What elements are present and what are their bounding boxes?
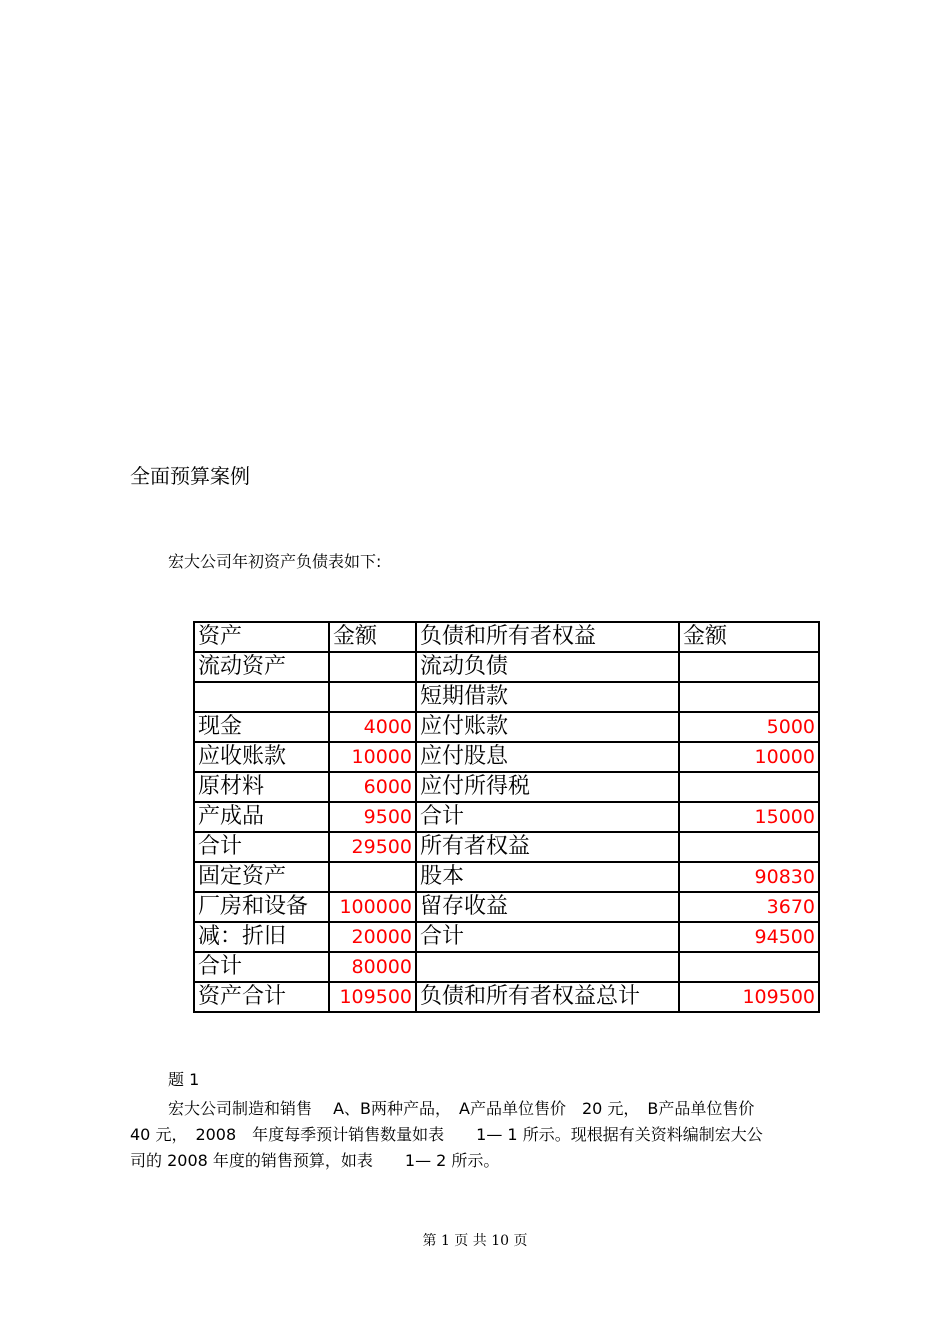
asset-amount-cell: 80000: [329, 952, 416, 982]
liability-amount-cell: 94500: [679, 922, 819, 952]
intro-text: 宏大公司年初资产负债表如下:: [168, 552, 382, 571]
liability-name-cell: 短期借款: [416, 682, 679, 712]
liability-name-cell: 流动负债: [416, 652, 679, 682]
liability-amount-cell: 10000: [679, 742, 819, 772]
header-liability-amount: 金额: [679, 622, 819, 652]
balance-sheet-table: [193, 621, 820, 1013]
liability-name-cell: 负债和所有者权益总计: [416, 982, 679, 1012]
balance-sheet-row: [194, 982, 819, 1012]
asset-name-cell: 固定资产: [194, 862, 329, 892]
balance-sheet-body: [194, 622, 819, 1012]
balance-sheet-row: [194, 772, 819, 802]
liability-name-cell: 股本: [416, 862, 679, 892]
liability-name-cell: 应付股息: [416, 742, 679, 772]
balance-sheet-header-row: [194, 622, 819, 652]
question-line: 司的 2008 年度的销售预算，如表 1— 2 所示。: [130, 1151, 500, 1170]
asset-name-cell: 现金: [194, 712, 329, 742]
balance-sheet-row: [194, 832, 819, 862]
header-liabilities-equity: 负债和所有者权益: [416, 622, 679, 652]
asset-name-cell: 应收账款: [194, 742, 329, 772]
balance-sheet-row: [194, 952, 819, 982]
balance-sheet-row: [194, 862, 819, 892]
liability-name-cell: 应付所得税: [416, 772, 679, 802]
asset-amount-cell: 4000: [329, 712, 416, 742]
asset-amount-cell: 9500: [329, 802, 416, 832]
asset-name-cell: 合计: [194, 952, 329, 982]
liability-amount-cell: 5000: [679, 712, 819, 742]
asset-name-cell: 合计: [194, 832, 329, 862]
liability-amount-cell: 15000: [679, 802, 819, 832]
liability-amount-cell: 90830: [679, 862, 819, 892]
asset-amount-cell: 29500: [329, 832, 416, 862]
balance-sheet-row: [194, 682, 819, 712]
asset-amount-cell: 100000: [329, 892, 416, 922]
asset-name-cell: 产成品: [194, 802, 329, 832]
liability-amount-cell: [679, 682, 819, 712]
liability-name-cell: 应付账款: [416, 712, 679, 742]
liability-name-cell: 留存收益: [416, 892, 679, 922]
asset-name-cell: 厂房和设备: [194, 892, 329, 922]
liability-amount-cell: [679, 772, 819, 802]
balance-sheet-row: [194, 802, 819, 832]
question-paragraph: [130, 1096, 820, 1174]
liability-amount-cell: [679, 832, 819, 862]
balance-sheet-row: [194, 922, 819, 952]
balance-sheet-row: [194, 742, 819, 772]
header-asset-amount: 金额: [329, 622, 416, 652]
liability-amount-cell: 3670: [679, 892, 819, 922]
asset-name-cell: 资产合计: [194, 982, 329, 1012]
liability-name-cell: [416, 952, 679, 982]
header-assets: 资产: [194, 622, 329, 652]
balance-sheet-row: [194, 712, 819, 742]
asset-amount-cell: [329, 682, 416, 712]
asset-name-cell: 流动资产: [194, 652, 329, 682]
asset-name-cell: 原材料: [194, 772, 329, 802]
balance-sheet-row: [194, 652, 819, 682]
liability-name-cell: 合计: [416, 922, 679, 952]
asset-amount-cell: [329, 652, 416, 682]
page-footer: 第 1 页 共 10 页: [422, 1233, 528, 1249]
asset-amount-cell: [329, 862, 416, 892]
liability-amount-cell: 109500: [679, 982, 819, 1012]
question-line: 40 元， 2008 年度每季预计销售数量如表 1— 1 所示。现根据有关资料编制宏大公: [130, 1125, 763, 1144]
question-line: 宏大公司制造和销售 A、B两种产品， A产品单位售价 20 元， B产品单位售价: [168, 1099, 755, 1118]
liability-name-cell: 所有者权益: [416, 832, 679, 862]
asset-amount-cell: 10000: [329, 742, 416, 772]
asset-amount-cell: 20000: [329, 922, 416, 952]
question-label: 题 1: [168, 1070, 200, 1089]
asset-amount-cell: 6000: [329, 772, 416, 802]
asset-name-cell: 减：折旧: [194, 922, 329, 952]
liability-amount-cell: [679, 952, 819, 982]
balance-sheet-row: [194, 892, 819, 922]
liability-name-cell: 合计: [416, 802, 679, 832]
liability-amount-cell: [679, 652, 819, 682]
asset-name-cell: [194, 682, 329, 712]
asset-amount-cell: 109500: [329, 982, 416, 1012]
document-title: 全面预算案例: [130, 464, 250, 488]
